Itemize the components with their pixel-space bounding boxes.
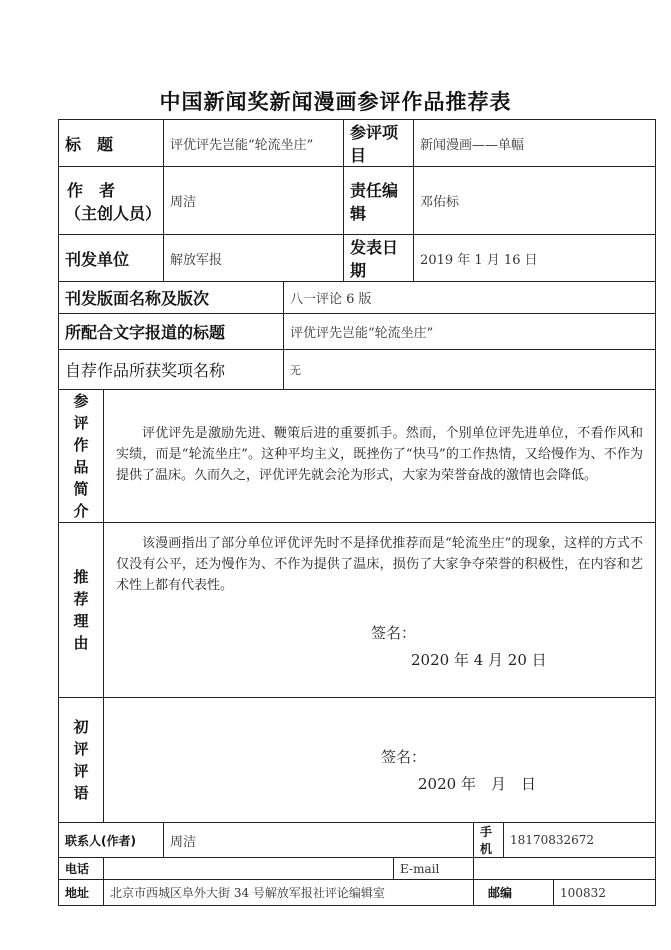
address-value: 北京市西城区阜外大街 34 号解放军报社评论编辑室: [104, 880, 474, 906]
reason-sign: 签名：: [371, 624, 417, 642]
intro-label: 参评作品简介: [59, 390, 104, 523]
review-sign: 签名：: [381, 748, 427, 766]
phone-label: 电话: [59, 858, 104, 880]
publisher-value: 解放军报: [164, 235, 344, 282]
zip-value: 100832: [554, 880, 656, 906]
contact-row: [59, 823, 656, 858]
contact-label: 联系人(作者): [59, 823, 164, 858]
publisher-row: [59, 235, 656, 282]
mobile-label: 手机: [474, 823, 504, 858]
author-label: 作 者: [67, 180, 116, 200]
email-label: E-mail: [394, 858, 474, 880]
editor-label: 责任编辑: [344, 167, 414, 235]
text-title-value: 评优评先岂能“轮流坐庄”: [284, 314, 656, 350]
phone-value: [104, 858, 394, 880]
intro-row: [59, 390, 656, 523]
intro-text: 评优评先是激励先进、鞭策后进的重要抓手。然而，个别单位评先进单位，不看作风和实绩，而是“轮流坐庄”。这种平均主义，既挫伤了“快马”的工作热情，又给慢作为、不作为提供了温床。久而久之，评优评先就会沦为形式，大家为荣誉奋战的激情也会降低。: [116, 425, 644, 483]
author-label-cell: [59, 167, 164, 235]
page-row: [59, 282, 656, 314]
review-cell: [104, 698, 656, 823]
page-value: 八一评论 6 版: [284, 282, 656, 314]
date-value: 2019 年 1 月 16 日: [414, 235, 656, 282]
reason-cell: [104, 523, 656, 698]
text-title-row: [59, 314, 656, 350]
reason-row: [59, 523, 656, 698]
mobile-value: 18170832672: [504, 823, 656, 858]
date-label: 发表日期: [344, 235, 414, 282]
review-label: 初评评语: [59, 698, 104, 823]
category-value: 新闻漫画——单幅: [414, 120, 656, 167]
text-title-label: 所配合文字报道的标题: [59, 314, 284, 350]
awards-label: 自荐作品所获奖项名称: [59, 350, 284, 390]
intro-cell: [104, 390, 656, 523]
page-label: 刊发版面名称及版次: [59, 282, 284, 314]
awards-value: 无: [284, 350, 656, 390]
title-label: 标 题: [59, 120, 164, 167]
zip-label: 邮编: [474, 880, 554, 906]
recommendation-form: [58, 119, 656, 906]
page-title: 中国新闻奖新闻漫画参评作品推荐表: [159, 89, 512, 114]
author-row: [59, 167, 656, 235]
category-label: 参评项目: [344, 120, 414, 167]
reason-text: 该漫画指出了部分单位评优评先时不是择优推荐而是“轮流坐庄”的现象，这样的方式不仅没有公平，还为慢作为、不作为提供了温床，损伤了大家争夺荣誉的积极性，在内容和艺术性上都有代表性。: [116, 536, 644, 593]
contact-value: 周洁: [164, 823, 474, 858]
address-row: [59, 880, 656, 906]
review-row: [59, 698, 656, 823]
reason-label: 推荐理由: [59, 523, 104, 698]
phone-row: [59, 858, 656, 880]
reason-date: 2020 年 4 月 20 日: [411, 651, 547, 669]
review-date: 2020 年 月 日: [418, 775, 536, 793]
author-sub-label: （主创人员）: [65, 203, 162, 223]
publisher-label: 刊发单位: [59, 235, 164, 282]
awards-row: [59, 350, 656, 390]
email-value: [474, 858, 656, 880]
title-value: 评优评先岂能“轮流坐庄”: [164, 120, 344, 167]
author-value: 周洁: [164, 167, 344, 235]
editor-value: 邓佑标: [414, 167, 656, 235]
title-row: [59, 120, 656, 167]
address-label: 地址: [59, 880, 104, 906]
